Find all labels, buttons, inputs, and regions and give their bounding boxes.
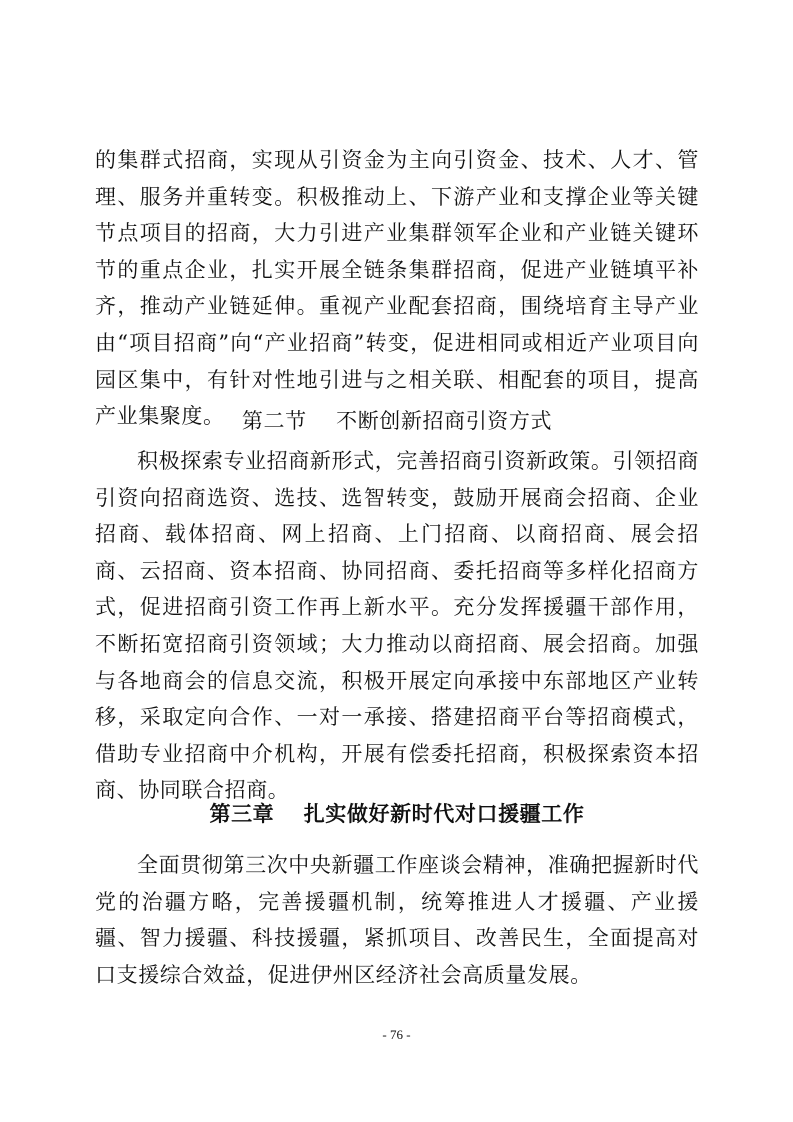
chapter-number: 第三章 xyxy=(209,802,275,826)
chapter-title: 扎实做好新时代对口援疆工作 xyxy=(303,802,585,826)
paragraph-block-1 xyxy=(95,142,699,435)
section-number: 第二节 xyxy=(241,409,307,433)
paragraph-investment-methods: 积极探索专业招商新形式，完善招商引资新政策。引领招商引资向招商选资、选技、选智转变，鼓励开展商会招商、企业招商、载体招商、网上招商、上门招商、以商招商、展会招商、云招商、资本招商、协同招商、委托招商等多样化招商方式，促进招商引资工作再上新水平。充分发挥援疆干部作用，不断拓宽招商引资领域；大力推动以商招商、展会招商。加强与各地商会的信息交流，积极开展定向承接中东部地区产业转移，采取定向合作、一对一承接、搭建招商平台等招商模式，借助专业招商中介机构，开展有偿委托招商，积极探索资本招商、协同联合招商。 xyxy=(95,449,699,803)
section-heading xyxy=(95,403,699,439)
paragraph-block-2 xyxy=(95,443,699,809)
chapter-heading xyxy=(95,796,699,832)
section-title: 不断创新招商引资方式 xyxy=(336,409,553,433)
paragraph-block-3 xyxy=(95,847,699,993)
paragraph-continued: 的集群式招商，实现从引资金为主向引资金、技术、人才、管理、服务并重转变。积极推动上、下游产业和支撑企业等关键节点项目的招商，大力引进产业集群领军企业和产业链关键环节的重点企业，扎实开展全链条集群招商，促进产业链填平补齐，推动产业链延伸。重视产业配套招商，围绕培育主导产业由“项目招商”向“产业招商”转变，促进相同或相近产业项目向园区集中，有针对性地引进与之相关联、相配套的项目，提高产业集聚度。 xyxy=(95,148,699,429)
page-number: - 76 - xyxy=(382,1027,411,1042)
paragraph-xinjiang-aid: 全面贯彻第三次中央新疆工作座谈会精神，准确把握新时代党的治疆方略，完善援疆机制，统筹推进人才援疆、产业援疆、智力援疆、科技援疆，紧抓项目、改善民生，全面提高对口支援综合效益，促进伊州区经济社会高质量发展。 xyxy=(95,853,699,987)
